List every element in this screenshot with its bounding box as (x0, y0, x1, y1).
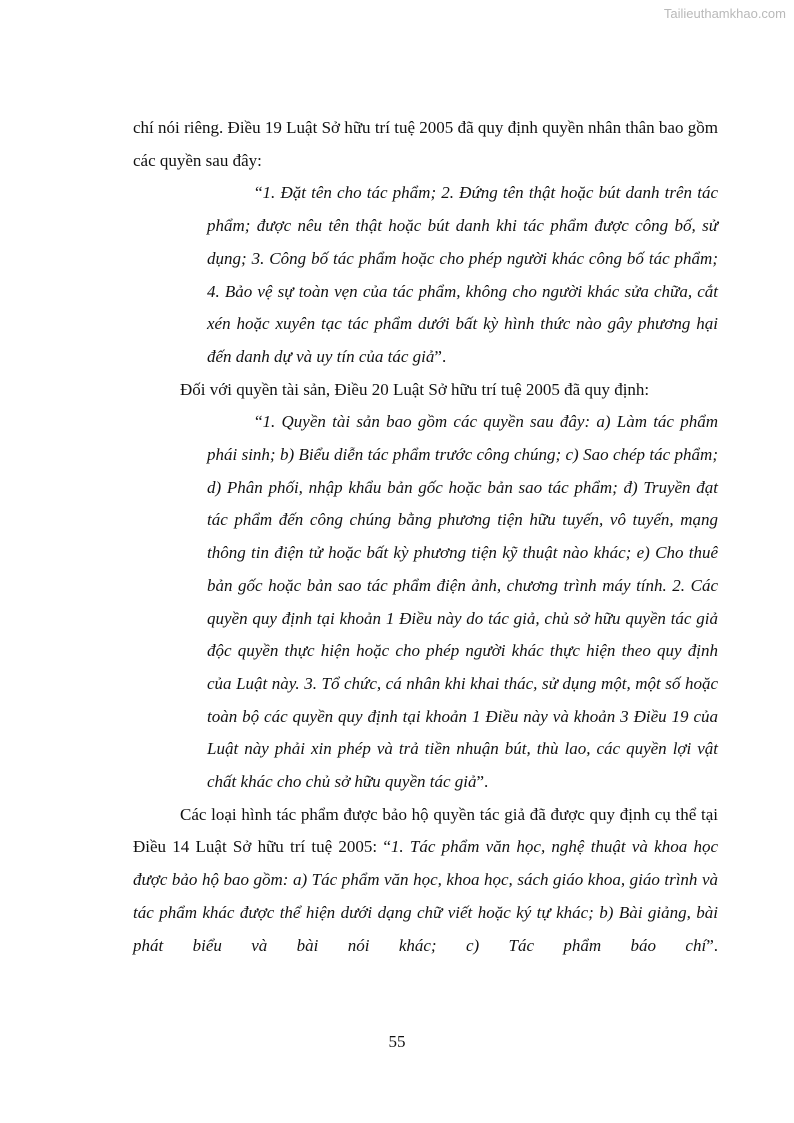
paragraph-rights-intro: chí nói riêng. Điều 19 Luật Sở hữu trí tuệ 2005 đã quy định quyền nhân thân bao gồm các quyền sau đây: (133, 118, 718, 170)
quote-open-mark: “ (255, 183, 263, 203)
paragraph-work-types (133, 799, 718, 963)
work-types-quote: 1. Tác phẩm văn học, nghệ thuật và khoa học được bảo hộ bao gồm: a) Tác phẩm văn học, khoa học, sách giáo khoa, giáo trình và tác phẩm khác được thể hiện dưới dạng chữ viết hoặc ký tự khác; b) Bài giảng, bài phát biểu và bài nói khác; c) Tác phẩm báo chí (133, 837, 718, 955)
quote-close-mark: ”. (476, 772, 489, 792)
quote-open-mark: “ (255, 412, 263, 432)
quote-moral-rights-text: 1. Đặt tên cho tác phẩm; 2. Đứng tên thật hoặc bút danh trên tác phẩm; được nêu tên thật hoặc bút danh khi tác phẩm được công bố, sử dụng; 3. Công bố tác phẩm hoặc cho phép người khác công bố tác phẩm; 4. Bảo vệ sự toàn vẹn của tác phẩm, không cho người khác sửa chữa, cắt xén hoặc xuyên tạc tác phẩm dưới bất kỳ hình thức nào gây phương hại đến danh dự và uy tín của tác giả (207, 183, 718, 366)
quote-close-mark: ”. (434, 346, 447, 366)
page-number: 55 (388, 1032, 406, 1051)
quote-close-mark: ”. (706, 935, 718, 955)
watermark: Tailieuthamkhao.com (663, 6, 786, 21)
paragraph-property-rights: Đối với quyền tài sản, Điều 20 Luật Sở hữu trí tuệ 2005 đã quy định: (180, 379, 650, 399)
work-types-lead: Các loại hình tác phẩm được bảo hộ quyền tác giả đã được quy định cụ thể tại Điều 14 Luật Sở hữu trí tuệ 2005: “ (133, 804, 718, 857)
quote-moral-rights (207, 177, 718, 373)
quote-property-rights (207, 406, 718, 798)
quote-property-rights-text: 1. Quyền tài sản bao gồm các quyền sau đây: a) Làm tác phẩm phái sinh; b) Biểu diễn tác phẩm trước công chúng; c) Sao chép tác phẩm; d) Phân phối, nhập khẩu bản gốc hoặc bản sao tác phẩm; đ) Truyền đạt tác phẩm đến công chúng bằng phương tiện hữu tuyến, vô tuyến, mạng thông tin điện tử hoặc bất kỳ phương tiện kỹ thuật nào khác; e) Cho thuê bản gốc hoặc bản sao tác phẩm điện ảnh, chương trình máy tính. 2. Các quyền quy định tại khoản 1 Điều này do tác giả, chủ sở hữu quyền tác giả độc quyền thực hiện hoặc cho phép người khác thực hiện theo quy định của Luật này. 3. Tổ chức, cá nhân khi khai thác, sử dụng một, một số hoặc toàn bộ các quyền quy định tại khoản 1 Điều này và khoản 3 Điều 19 của Luật này phải xin phép và trả tiền nhuận bút, thù lao, các quyền lợi vật chất khác cho chủ sở hữu quyền tác giả (207, 412, 718, 792)
page-body (133, 112, 718, 962)
